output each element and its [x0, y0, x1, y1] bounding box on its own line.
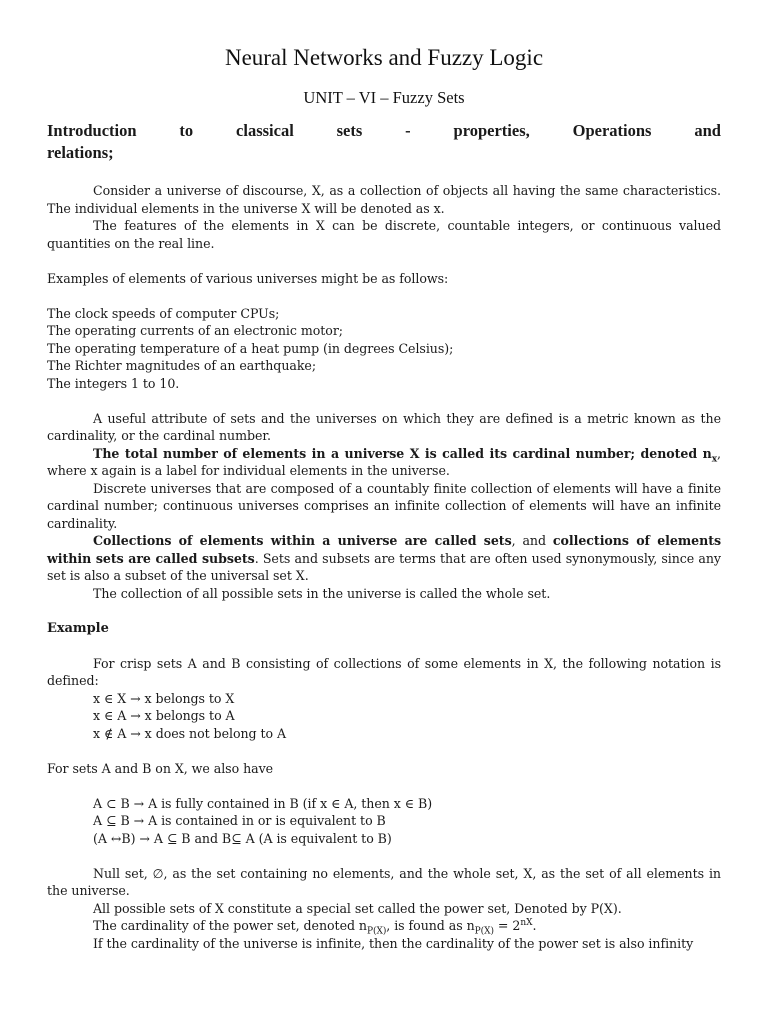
paragraph-power-set-cardinality: [47, 917, 721, 935]
example-item: The operating temperature of a heat pump (in degrees Celsius);: [47, 340, 454, 356]
heading-word: Introduction: [47, 121, 137, 140]
cardinal-definition: The total number of elements in a universe X is called its cardinal number; denoted n: [93, 445, 712, 461]
heading-word: properties,: [453, 121, 530, 140]
paragraph-examples-intro: Examples of elements of various universes might be as follows:: [47, 270, 449, 286]
heading-word: Operations: [572, 121, 652, 140]
power-set-subscript: P(X): [367, 926, 387, 937]
example-heading: Example: [47, 620, 109, 636]
paragraph-infinite: If the cardinality of the universe is infinite, then the cardinality of the power set is also infinity: [93, 935, 694, 951]
relation-item: (A ↔B) → A ⊆ B and B⊆ A (A is equivalent to B): [93, 830, 392, 846]
section-heading-line-2: relations;: [47, 143, 114, 162]
relation-item: A ⊆ B → A is contained in or is equivalent to B: [93, 813, 386, 828]
notation-item: x ∉ A → x does not belong to A: [93, 725, 287, 741]
relation-item: A ⊂ B → A is fully contained in B (if x ∈ A, then x ∈ B): [93, 795, 433, 811]
document-page: [47, 40, 721, 952]
heading-word: and: [694, 121, 721, 140]
paragraph-cardinal-number: [47, 445, 721, 480]
paragraph-null-set: Null set, ∅, as the set containing no elements, and the whole set, X, as the set of all elements in the universe.: [47, 865, 721, 898]
sets-rest: . Sets and subsets are terms that are often used synonymously, since any set is also a subset of the universal set X.: [47, 550, 721, 583]
subsets-definition: collections of elements within sets are called subsets: [47, 533, 722, 566]
paragraph-discrete: Discrete universes that are composed of a countably finite collection of elements will have a finite cardinal number; continuous universes comprises an infinite collection of elements will have an infinite cardinality.: [47, 480, 721, 531]
paragraph-sets-subsets: [47, 532, 721, 585]
notation-item: x ∈ X → x belongs to X: [93, 690, 235, 706]
heading-word: to: [179, 121, 194, 140]
heading-word: -: [405, 121, 411, 140]
paragraph-cardinality: A useful attribute of sets and the universes on which they are defined is a metric known as the cardinality, or the cardinal number.: [47, 410, 721, 443]
notation-item: x ∈ A → x belongs to A: [93, 708, 235, 723]
section-heading: [47, 120, 721, 164]
example-item: The operating currents of an electronic motor;: [47, 323, 343, 338]
power-set-subscript: P(X): [474, 926, 494, 937]
power-cardinality-text: = 2: [493, 918, 521, 933]
example-item: The Richter magnitudes of an earthquake;: [47, 358, 317, 373]
sets-definition: Collections of elements within a universe are called sets: [93, 533, 512, 548]
document-title: Neural Networks and Fuzzy Logic: [224, 45, 544, 70]
paragraph-crisp-sets: For crisp sets A and B consisting of collections of some elements in X, the following notation is defined:: [47, 655, 721, 688]
paragraph-whole-set: The collection of all possible sets in the universe is called the whole set.: [93, 585, 551, 601]
section-heading-line-1: [47, 120, 721, 142]
power-set-exponent: nX: [520, 917, 533, 928]
power-cardinality-text: .: [532, 918, 537, 933]
example-item: The integers 1 to 10.: [47, 375, 180, 391]
paragraph-sets-on-x: For sets A and B on X, we also have: [47, 760, 274, 776]
paragraph-features: The features of the elements in X can be discrete, countable integers, or continuous valued quantities on the real line.: [47, 218, 721, 251]
cardinal-subscript: x: [711, 454, 718, 465]
power-cardinality-text: , is found as n: [386, 918, 475, 933]
power-cardinality-text: The cardinality of the power set, denoted n: [93, 918, 367, 933]
unit-heading: UNIT – VI – Fuzzy Sets: [303, 88, 465, 107]
heading-word: classical: [236, 121, 294, 140]
document-body: [47, 182, 721, 952]
cardinal-rest: , where x again is a label for individual elements in the universe.: [47, 445, 721, 478]
paragraph-power-set: All possible sets of X constitute a special set called the power set, Denoted by P(X).: [93, 900, 622, 916]
heading-word: sets: [336, 121, 363, 140]
sets-connector: , and: [511, 533, 553, 548]
paragraph-universe: Consider a universe of discourse, X, as a collection of objects all having the same characteristics. The individual elements in the universe X will be denoted as x.: [47, 183, 721, 216]
example-item: The clock speeds of computer CPUs;: [47, 305, 280, 321]
